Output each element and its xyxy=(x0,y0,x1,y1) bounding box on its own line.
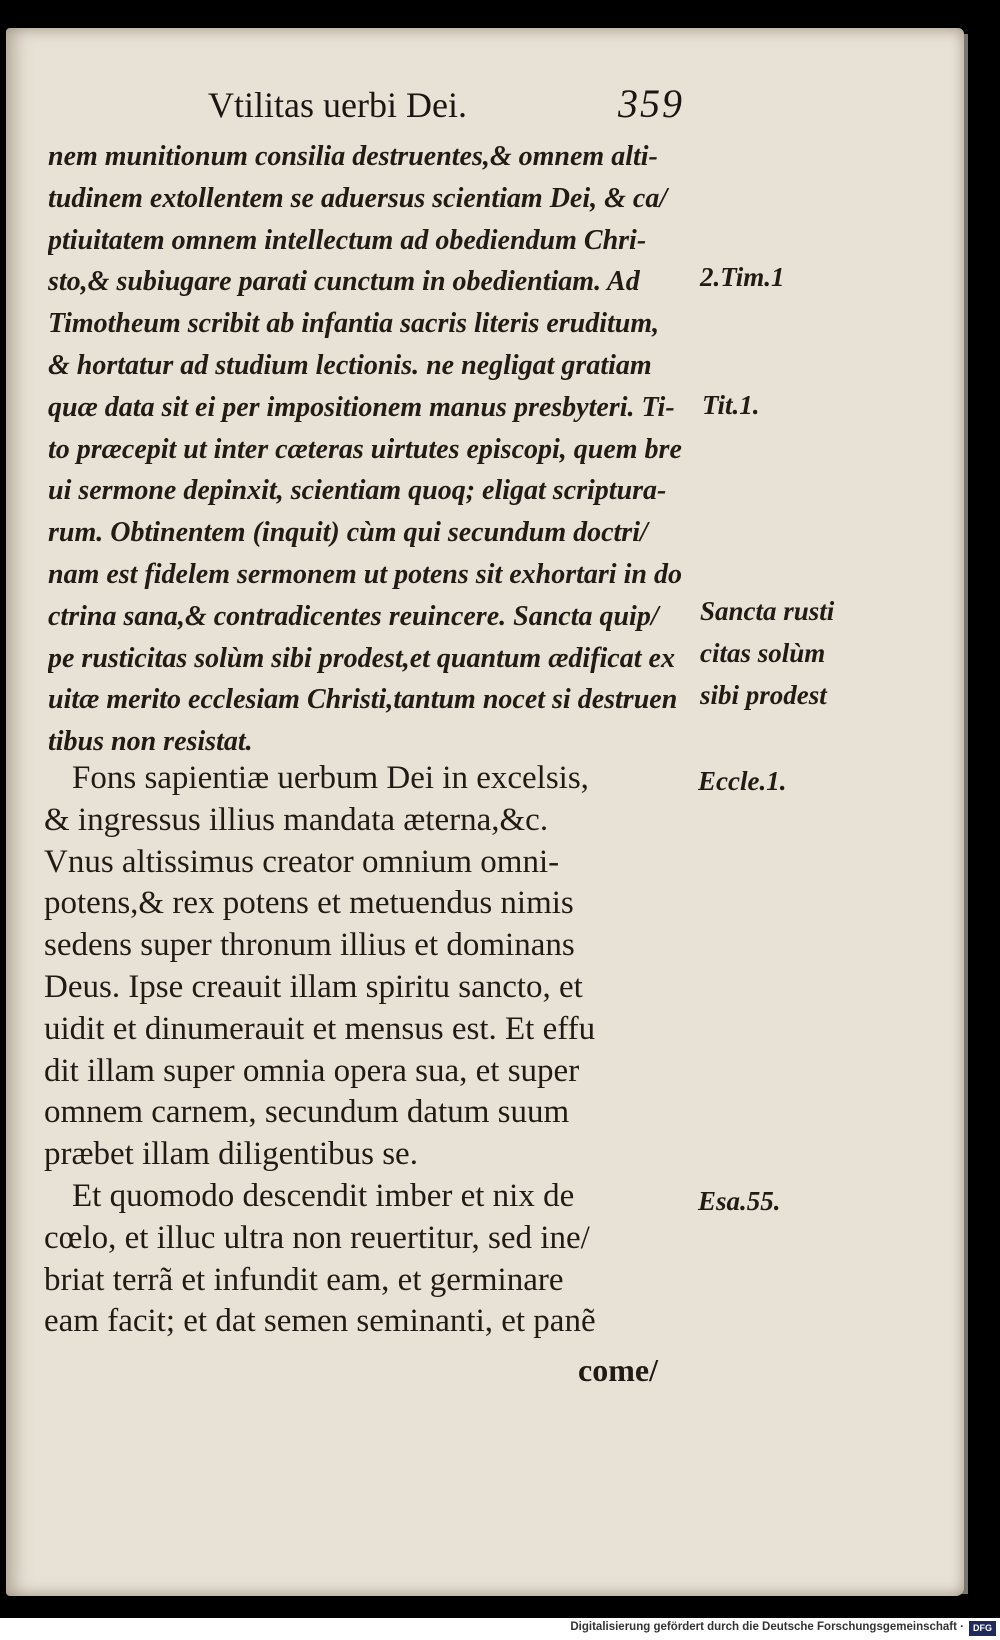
margin-note-sancta-1: Sancta rusti xyxy=(700,596,835,626)
text-line: to præcepit ut inter cæteras uirtutes episcopi, quem bre xyxy=(48,433,682,465)
page-number: 359 xyxy=(618,81,684,126)
text-line: Timotheum scribit ab infantia sacris literis eruditum, xyxy=(48,308,660,340)
margin-note-sancta-2: citas solùm xyxy=(700,638,826,668)
text-line: tibus non resistat. xyxy=(48,726,253,758)
text-line: dit illam super omnia opera sua, et super xyxy=(44,1052,580,1089)
text-line: briat terrã et infundit eam, et germinare xyxy=(44,1261,564,1298)
text-line: quæ data sit ei per impositionem manus presbyteri. Ti- xyxy=(48,391,675,423)
margin-note-sancta-3: sibi prodest xyxy=(700,680,827,710)
text-line: uitæ merito ecclesiam Christi,tantum nocet si destruen xyxy=(48,684,678,716)
text-line: pe rusticitas solùm sibi prodest,et quantum ædificat ex xyxy=(48,642,675,674)
footer-bar xyxy=(0,1618,1000,1640)
text-line: ui sermone depinxit, scientiam quoq; eligat scriptura- xyxy=(48,475,667,507)
text-line: potens,& rex potens et metuendus nimis xyxy=(44,885,574,922)
catchword: come/ xyxy=(578,1352,658,1388)
text-line: nam est fidelem sermonem ut potens sit exhortari in do xyxy=(48,558,682,590)
text-line: uidit et dinumerauit et mensus est. Et effu xyxy=(44,1010,596,1047)
text-line: eam facit; et dat semen seminanti, et panẽ xyxy=(44,1303,596,1340)
roman-text-block xyxy=(44,758,704,1343)
italic-text-block xyxy=(48,136,708,763)
text-line: sedens super thronum illius et dominans xyxy=(44,927,575,964)
text-line: ptiuitatem omnem intellectum ad obediendum Chri- xyxy=(48,224,647,256)
text-line: ctrina sana,& contradicentes reuincere. Sancta quip/ xyxy=(48,600,659,632)
text-line: Vnus altissimus creator omnium omni- xyxy=(44,843,560,880)
text-line: sto,& subiugare parati cunctum in obedientiam. Ad xyxy=(48,266,640,298)
paragraph-start-line: Fons sapientiæ uerbum Dei in excelsis, xyxy=(72,760,589,796)
text-line: tudinem extollentem se aduersus scientiam Dei, & ca/ xyxy=(48,182,668,214)
margin-note-esa: Esa.55. xyxy=(698,1186,781,1216)
text-line: & ingressus illius mandata æterna,&c. xyxy=(44,801,549,838)
text-line: Deus. Ipse creauit illam spiritu sancto, et xyxy=(44,968,583,1005)
footer-credit: Digitalisierung gefördert durch die Deutsche Forschungsgemeinschaft · xyxy=(570,1621,964,1633)
margin-note-eccle: Eccle.1. xyxy=(698,766,787,796)
text-line: rum. Obtinentem (inquit) cùm qui secundum doctri/ xyxy=(48,517,648,549)
page-header xyxy=(0,80,1000,130)
text-line: omnem carnem, secundum datum suum xyxy=(44,1094,570,1131)
dfg-logo: DFG xyxy=(969,1621,996,1636)
text-line: cœlo, et illuc ultra non reuertitur, sed ine/ xyxy=(44,1219,590,1256)
margin-note-2-tim: 2.Tim.1 xyxy=(700,262,785,292)
text-line: nem munitionum consilia destruentes,& omnem alti- xyxy=(48,141,658,172)
margin-note-tit: Tit.1. xyxy=(702,390,760,420)
running-head: Vtilitas uerbi Dei. xyxy=(208,85,467,125)
paragraph-start-line: Et quomodo descendit imber et nix de xyxy=(72,1177,575,1214)
text-line: præbet illam diligentibus se. xyxy=(44,1136,418,1173)
text-line: & hortatur ad studium lectionis. ne negligat gratiam xyxy=(48,349,652,381)
